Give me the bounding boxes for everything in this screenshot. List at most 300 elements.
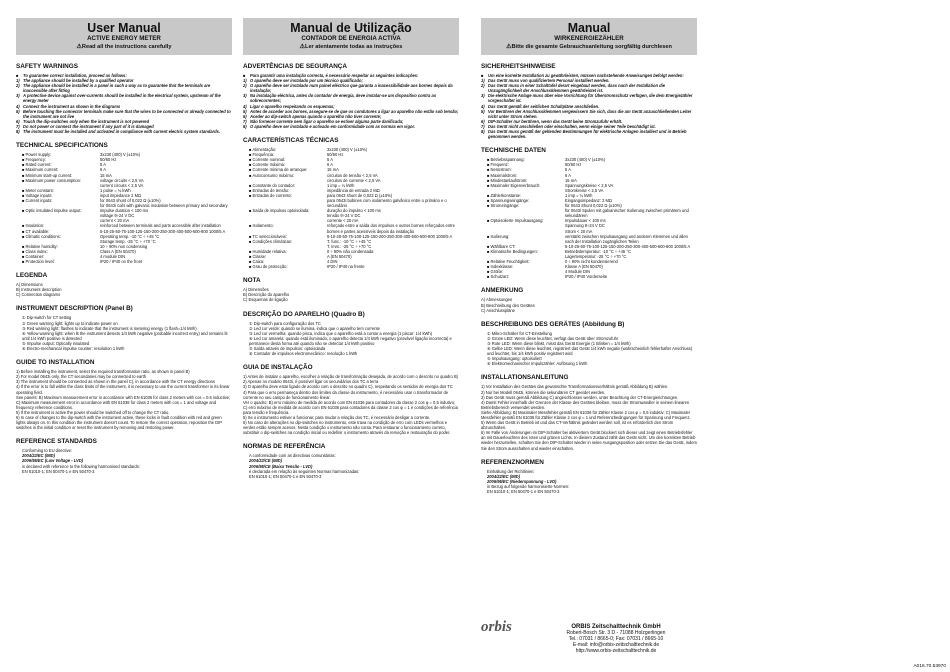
warning-icon: ⚠	[299, 44, 306, 50]
installation-list	[481, 384, 697, 450]
spec-label: ■ Constante do contador:	[243, 183, 327, 188]
spec-value: 3x230 (400) V (±10%)	[100, 152, 141, 158]
item-text: Na instalação eléctrica, antes do contador de energia, deve instalar-se um dispositivo contra as sobrecorrentes;	[250, 93, 437, 104]
description-item: ① Dip-switch for CT setting	[22, 315, 72, 321]
reference-line: 2004/22/EC (MID)	[487, 473, 520, 479]
legend-item: C) Esquemas de ligação	[243, 297, 288, 303]
description-item: ⑥ Contador de impulsos electromecânico: resolução 1 kWh	[249, 351, 358, 357]
reference-line: is declared with reference to the following harmonised standards:	[22, 463, 140, 469]
company-website[interactable]: http://www.orbis-zeitschalttechnik.de	[575, 648, 657, 654]
item-number: 7)	[243, 118, 247, 124]
safety-item	[16, 83, 232, 93]
item-number: 6)	[243, 113, 247, 119]
spec-label: ■ Klimatische Bedingungen:	[481, 249, 565, 259]
item-number: 2)	[243, 83, 247, 89]
item-text: O aparelho deve ser instalado num painel eléctrico que garanta a inacessibilidade aos bornes depois da instalação;	[250, 83, 453, 94]
spec-label: ■ Schutzart:	[481, 274, 565, 279]
item-text: Ligar o aparelho respeitando os esquemas;	[250, 103, 335, 109]
legend-item: B) Descrição do aparelho	[243, 292, 290, 298]
note-text: Read all the instructions carefully	[81, 44, 172, 50]
reference-list	[243, 453, 459, 478]
item-number: ■	[16, 73, 19, 78]
installation-step: 1) Vor Installation des Gerätes das gewünschte Transformationsverhältnis gemäß Abbildung B) wählen.	[481, 384, 669, 390]
spec-value: para 0643 shunt de 0,022 Ω (±10%) para 0643i bobines com isolamento galvânico entre o primário e o secundário	[327, 192, 447, 209]
installation-step: See panels: B) Maximum measurement error in accordance with EN 61036 for class 2 meters with cos = 0.5 inductive; C) Maximum measurement error in accordance with EN 61036 for class 2 meters with cos = 1 and voltage and frequency reference conditions.	[16, 394, 231, 410]
spec-row	[16, 198, 228, 208]
spec-row	[481, 218, 697, 233]
item-text: O aparelho deve ser instalado por um técnico qualificado;	[250, 78, 363, 84]
tech-specs-heading: TECHNISCHE DATEN	[481, 147, 546, 155]
specs-table	[243, 147, 459, 269]
safety-item	[16, 93, 232, 103]
company-name: ORBIS Zeitschalttechnik GmbH	[571, 624, 661, 630]
item-number: 3)	[243, 93, 247, 99]
description-item: ⑤ Saída através de impulsos: optoisolada	[249, 346, 326, 352]
safety-item	[481, 109, 697, 119]
installation-heading: GUIDE TO INSTALLATION	[16, 359, 95, 367]
item-text: Before touching the connector terminals make sure that the wires to be connected or already connected to the instrument are not live	[23, 108, 231, 119]
instrument-description-heading: INSTRUMENT DESCRIPTION (Panel B)	[16, 305, 133, 313]
reference-line: 2006/95/EC (Niederspannung - LVD)	[487, 478, 557, 484]
reference-line: in Bezug auf folgende harmonisierte Normen:	[487, 483, 570, 489]
spec-value: Class A (EN 50470)	[100, 248, 136, 254]
reference-line: Einhaltung der Richtlinien:	[487, 468, 535, 474]
column-portuguese	[243, 18, 459, 479]
company-phone: Tel.: 07031 / 8665-0; Fax: 07031 / 8665-10	[568, 636, 664, 642]
spec-row	[243, 193, 459, 208]
spec-label: ■ Optoisolierte Impulsausgang:	[481, 218, 565, 233]
spec-value: Impulsdauer < 100 ms Spannung 9÷24 V DC Strom < 20 mA	[565, 218, 606, 234]
spec-value: verstärkt zwischen Impulsausgang und anderen Klemmen und allen nach der Installation zugänglichen Teilen	[565, 233, 688, 244]
column-english	[16, 18, 232, 474]
instrument-description-heading: DESCRIÇÃO DO APARELHO (Quadro B)	[243, 310, 365, 318]
spec-label: ■ Maximum current:	[16, 167, 100, 172]
spec-label: ■ Autoconsumo máximo:	[243, 173, 327, 183]
reference-line: Conforming to EU directive:	[22, 448, 73, 454]
manual-title: Manual de Utilização	[290, 20, 412, 35]
reference-line: 2006/95/EC (Low Voltage - LVD)	[22, 458, 84, 464]
spec-value: 10 ÷ 90% non condensing	[100, 243, 148, 249]
item-text: A protective device against over-currents should be installed in the electrical system, upstream of the energy meter	[23, 93, 221, 104]
installation-step: 4) Para que o erro permaneça dentro dos limites da classe do instrumento, é necessário usar o transformador de corrente no seu campo de funcionamento linear.	[243, 389, 449, 400]
spec-value: IP20 / IP40 na frente	[327, 264, 365, 270]
description-item: ④ Gelbe LED: Wenn diese leuchtet, registriert das Gerät 1/4 kWh negativ (wahrscheinlich fehlerhafter Anschluss) und leuchtet, bis 1/4 kWh positiv registriert wird	[487, 346, 693, 357]
description-item: ④ Led cor amarela: quando está iluminado, o aparelho detecta 1/4 kWh negativo (provável ligação incorrecta) e permanece desta forma até quando não se detectar 1/4 kWh positivo	[249, 335, 452, 346]
read-instructions-note	[18, 43, 230, 51]
read-instructions-note	[483, 43, 695, 51]
spec-label: ■ Zählerkonstante:	[481, 193, 565, 198]
item-number: 5)	[481, 108, 485, 114]
spec-label: ■ Nennstrom:	[481, 167, 565, 172]
installation-step: 5) Se o instrumento estiver a funcionar, para mudar a relação dos TC, é necessário desligar a corrente.	[243, 414, 431, 420]
safety-item	[243, 93, 459, 103]
reference-line: EN 61010-1; EN 50470-1 e EN 50470-3	[249, 473, 322, 479]
spec-row	[243, 239, 459, 249]
spec-label: ■ CT available:	[16, 229, 100, 234]
spec-value: 5 A	[565, 167, 571, 173]
safety-item	[481, 93, 697, 103]
spec-label: ■ Minimum start-up current:	[16, 173, 100, 178]
spec-row	[481, 274, 697, 279]
spec-label: ■ Classe:	[243, 254, 327, 259]
description-item: ③ Red warning light: flashes to indicate that the instrument is metering energy (1 flash=1/4 kWh)	[22, 325, 197, 331]
item-number: ■	[243, 73, 246, 78]
description-item: ⑥ Electro-mechanical impulse counter: resolution 1 kWh	[22, 346, 125, 352]
legend-heading: LEGENDA	[16, 272, 48, 280]
installation-step: 5) If the instrument is active the power should be switched off to change the CT ratio.	[16, 409, 170, 415]
installation-list	[16, 369, 232, 430]
spec-value: 5 A	[100, 162, 106, 168]
legend-item: B) Instrument description	[16, 287, 62, 293]
item-text: O aparelho deve ser instalado e activado em conformidade com as normas em vigor.	[250, 123, 415, 129]
item-text: Vor Berühren der Anschlussklemmen vergewissern Sie sich, dass die am Gerät anzuschließenden Leiter nicht unter Strom stehen.	[488, 108, 692, 119]
spec-row	[16, 259, 228, 264]
specs-table	[481, 157, 697, 279]
spec-row	[243, 264, 459, 269]
safety-list	[481, 73, 697, 139]
safety-list	[16, 73, 232, 134]
spec-label: ■ Frequenz:	[481, 162, 565, 167]
description-item: ① Dip-switch para configuração dos TC	[249, 320, 321, 326]
spec-label: ■ Voltage inputs:	[16, 193, 100, 198]
spec-label: ■ Caixa:	[243, 259, 327, 264]
spec-value: impulse duration < 100 ms voltage 9÷24 V DC current < 20 mA	[100, 208, 149, 224]
safety-item	[243, 83, 459, 93]
item-number: ■	[481, 73, 484, 78]
item-text: The appliance should be installed by a qualified operator	[23, 78, 134, 84]
spec-row	[481, 183, 697, 193]
tech-specs-heading: TECHNICAL SPECIFICATIONS	[16, 142, 108, 150]
item-number: 2)	[481, 83, 485, 89]
item-text: To guarantee correct installation, proceed as follows:	[23, 73, 127, 78]
item-text: Do not power or connect the instrument if any part of it is damaged	[23, 123, 154, 129]
description-item: ④ Yellow warning light: when lit the instrument detects 1/4 kWh negative (probable incorrect entry) and remains lit until 1/4 kWh positive is detected	[22, 330, 228, 341]
reference-list	[481, 469, 697, 494]
spec-label: ■ Container:	[16, 254, 100, 259]
spec-label: ■ Climatic conditions:	[16, 234, 100, 244]
legend-list	[243, 287, 459, 302]
legend-item: C) Anschlusspläne	[481, 307, 515, 313]
spec-label: ■ Stromeingänge:	[481, 203, 565, 218]
document-code: A016.70.53970	[913, 664, 946, 669]
legend-item: A) Dimensions	[16, 282, 43, 288]
item-number: 5)	[243, 108, 247, 114]
reference-heading: REFERENCE STANDARDS	[16, 438, 97, 446]
instrument-description-list	[243, 321, 459, 357]
spec-label: ■ Relative Feuchtigkeit:	[481, 259, 565, 264]
item-number: 7)	[481, 123, 485, 129]
spec-label: ■ Frequency:	[16, 157, 100, 162]
manual-subtitle: ACTIVE ENERGY METER	[87, 35, 161, 42]
item-number: 2)	[16, 83, 20, 89]
spec-label: ■ Current inputs:	[16, 198, 100, 208]
description-item: ② Led cor verde: quando se ilumina, indica que o aparelho tem corrente	[249, 325, 380, 331]
column-header	[481, 18, 697, 55]
item-text: Das Gerät nicht anschließen oder einschalten, wenn einige seiner Teile beschädigt ist.	[488, 123, 656, 129]
spec-value: voltage circuits < 2,5 VA current circuits < 2,5 VA	[100, 177, 144, 188]
spec-label: ■ Indexklasse:	[481, 264, 565, 269]
installation-heading: GUIA DE INSTALAÇÃO	[243, 364, 313, 372]
warning-icon: ⚠	[506, 44, 512, 50]
spec-value: Operating temp. -10 °C ÷ +45 °C Storage temp. -25 °C ÷ +70 °C	[100, 233, 160, 244]
specs-table	[16, 152, 228, 264]
safety-item	[16, 109, 232, 119]
item-text: Um eine korrekte Installation zu gewährleisten, müssen nachstehende Anweisungen befolgt werden:	[488, 73, 684, 78]
reference-heading: NORMAS DE REFERÊNCIA	[243, 443, 326, 451]
installation-heading: INSTALLATIONSANLEITUNG	[481, 374, 569, 382]
spec-row	[243, 234, 459, 239]
item-number: 3)	[481, 93, 485, 99]
manual-subtitle: WIRKENERGIEZÄHLER	[554, 35, 624, 42]
reference-line: 2004/22/EC (MID)	[22, 453, 55, 459]
item-number: 4)	[16, 103, 20, 109]
safety-item	[481, 83, 697, 93]
description-item: ② Grüne LED: Wenn diese leuchtet, verfügt das Gerät über Stromzufuhr	[487, 335, 619, 341]
installation-list	[243, 374, 459, 435]
item-text: DIP-Schalter nur berühren, wenn das Gerät keine Stromzufuhr erhält.	[488, 118, 623, 124]
spec-label: ■ Entradas de corrente:	[243, 193, 327, 208]
installation-step: 2) For model 0643i only, the CT secondaries may be connected to earth	[16, 374, 147, 380]
spec-value: 4 DIN	[327, 259, 338, 265]
spec-label: ■ Spannungseingänge:	[481, 198, 565, 203]
spec-label: ■ Größe:	[481, 269, 565, 274]
reference-line: 2006/95/CE (Baixa Tensão - LVD)	[249, 463, 313, 469]
description-item: ⑤ Impulsausgang: optoisoliert	[487, 356, 542, 362]
safety-item	[16, 129, 232, 134]
spec-value: 4 module DIN	[100, 254, 126, 259]
legend-item: B) Beschreibung des Gerätes	[481, 302, 535, 308]
spec-row	[243, 173, 459, 183]
reference-line: EN 61010-1; EN 50470-1 e EN 50470-3	[22, 468, 95, 474]
company-address: Robert-Bosch Str. 3 D - 71088 Holzgerlingen	[566, 630, 666, 636]
spec-value: impedância de entrada 2 MΩ	[327, 187, 380, 193]
spec-value: 50/60 Hz	[565, 162, 582, 168]
description-item: ② Green warning light: lights up to indicate power on	[22, 320, 118, 326]
installation-step: 6) In case of changes to the dip-switch with the instrument active, these locks in fault condition with red and green lights always on. In this condition the instrument doesn't count. To restore the correct operation, reposition the DIP switches in the initial condition or reset the instrument by removing and restoring power.	[16, 414, 222, 431]
spec-label: ■ Protection level:	[16, 259, 100, 264]
item-text: The instrument must be installed and activated in compliance with current electric system standards.	[23, 129, 221, 135]
spec-value: reforçado entre a saída dos impulsos e outros bornes reforçados entre bornes e partes acessíveis depois da instalação	[327, 223, 455, 234]
item-number: 8)	[16, 129, 20, 135]
spec-label: ■ Wählbare CT:	[481, 244, 565, 249]
item-text: Não fornecer corrente nem ligar o aparelho se estiver alguma parte danificada;	[250, 118, 404, 124]
column-header	[16, 18, 232, 55]
spec-row	[481, 203, 697, 218]
spec-label: ■ Power supply:	[16, 152, 100, 157]
note-text: Bitte die gesamte Gebrauchsanleitung sorgfältig durchlesen	[511, 44, 672, 50]
spec-value: 5-10-25-50-75-100-125-150-200-250-300-400-500-600-800 1000/5 A	[565, 243, 691, 249]
spec-label: ■ Relative humidity:	[16, 244, 100, 249]
manual-subtitle: CONTADOR DE ENERGIA ACTIVA	[301, 35, 401, 42]
installation-step: 1) Before installing the instrument, select the required transformation ratio, as shown in panel B)	[16, 369, 190, 375]
spec-label: ■ Frequência:	[243, 152, 327, 157]
spec-value: 4 Module DIN	[565, 269, 591, 275]
item-number: 6)	[481, 118, 485, 124]
spec-label: ■ TC seleccionáveis:	[243, 234, 327, 239]
item-number: 1)	[481, 78, 485, 84]
spec-label: ■ Insulation:	[16, 223, 100, 228]
spec-value: 50/60 Hz	[100, 157, 117, 163]
spec-label: ■ Condições climáticas:	[243, 239, 327, 249]
spec-value: duração do impulso < 100 ms tensão 9÷24 V DC corrente < 20 mA	[327, 208, 381, 224]
spec-row	[16, 208, 228, 223]
spec-label: ■ Betriebsspannung:	[481, 157, 565, 162]
item-number: 4)	[481, 103, 485, 109]
spec-value: A (EN 50470)	[327, 254, 352, 259]
legend-list	[481, 297, 697, 312]
read-instructions-note	[245, 43, 457, 51]
spec-value: 0 ÷ 90% nicht kondensierend	[565, 259, 618, 265]
spec-label: ■ Corrente máxima:	[243, 162, 327, 167]
legend-list	[16, 282, 232, 297]
spec-label: ■ Grau de protecção:	[243, 264, 327, 269]
spec-row	[16, 229, 228, 234]
warning-icon: ⚠	[76, 44, 82, 50]
legend-heading: NOTA	[243, 277, 261, 285]
spec-value: T. func.: -10 °C ÷ +45 °C T. imm.: -25 °C ÷ +70 °C	[327, 238, 372, 249]
reference-line: 2004/22/CE (MID)	[249, 458, 282, 464]
reference-line: é declarada em relação às seguintes Normas harmonizadas:	[249, 468, 360, 474]
item-text: The appliance should be installed in a panel in such a way as to guarantee that the terminals are inaccessible after fitting	[23, 83, 211, 94]
item-text: Das Gerät muss gemäß der geltenden Bestimmungen für elektrische Anlagen installiert und in Betrieb genommen werden.	[488, 129, 687, 140]
orbis-logo: orbis	[481, 619, 512, 635]
spec-value: 5 A	[327, 157, 333, 163]
note-text: Ler atentamente todas as instruções	[305, 44, 403, 50]
reference-list	[16, 448, 232, 473]
manual-title: Manual	[567, 20, 611, 35]
spec-value: für 0643 Shunt 0,022 Ω (±10%) für 0643i Spulen mit galvanischer Isolierung zwischen primärem und sekundärem	[565, 203, 689, 219]
description-item: ⑤ Impulse output: Optically insulated	[22, 340, 90, 346]
spec-label: ■ Entradas de tensão:	[243, 188, 327, 193]
item-text: Antes de acceder aos bornes, assegure-se de que os condutores a ligar ao aparelho não estão sob tensão;	[250, 108, 459, 114]
spec-value: 1 pulse = ¼ kWh	[100, 187, 131, 193]
spec-row	[481, 249, 697, 259]
spec-value: input impedance 2 MΩ	[100, 192, 142, 198]
company-email: E-mail: info@orbis-zeitschalttechnik.de	[572, 642, 660, 648]
spec-label: ■ Mindestanlaufstrom:	[481, 178, 565, 183]
item-number: 7)	[16, 123, 20, 129]
spec-label: ■ Corrente nominal:	[243, 157, 327, 162]
spec-value: for 0643 shunt of 0,022 Ω (±10%) for 0643i coils with galvanic insulation between primary and secondary	[100, 197, 228, 209]
safety-heading: SICHERHEITSHINWEISE	[481, 63, 556, 70]
spec-value: 0 ÷ 90% não condensada	[327, 248, 374, 254]
column-german	[481, 18, 697, 494]
column-header	[243, 18, 459, 55]
installation-step: 3) Das Gerät muss gemäß Abbildung C) angeschlossen werden, unter Beachtung der CT-Energierichtungen.	[481, 394, 679, 400]
legend-item: A) Dimensões	[243, 287, 269, 293]
spec-value: 6 A	[327, 162, 333, 168]
installation-step: 6) Im Falle von Änderungen im DIP-Schalter bei aktiviertem Gerät blockiert sich dieser und zeigt einen Betriebsfehler an mit Dauerleuchten des roten und grünen Lichts. In diesem Zustand zählt das Gerät nicht. Um den korrekten Betrieb wieder herzustellen, schalten Sie den DIP-Schalter wieder in seine Ausgangsposition oder setzen Sie das Gerät, indem Sie den Strom ausschalten und wieder einschalten.	[481, 430, 697, 451]
instrument-description-list	[16, 315, 232, 351]
spec-value: 6 A	[565, 172, 571, 178]
spec-label: ■ Rated current:	[16, 162, 100, 167]
description-item: ⑥ Elektromechanischer Impulszähler: Auflösung 1 kWh	[487, 361, 588, 367]
reference-line: EN 61010-1; EN 50470-1 e EN 50470-3	[487, 489, 560, 494]
installation-step: 3) The instrument should be connected as shown in the panel C), in accordance with the CT energy directions	[16, 379, 215, 385]
spec-value: Eingangsimpedanz: 2 MΩ	[565, 197, 612, 203]
installation-step: 2) Apenas no modelo 0643i, é possível ligar os secundários dos TC a terra	[243, 379, 379, 385]
safety-item	[243, 124, 459, 129]
spec-value: 50/60 Hz	[327, 152, 344, 158]
spec-row	[243, 208, 459, 223]
spec-value: 1 imp = ¼ kWh	[565, 192, 593, 198]
item-number: 8)	[243, 123, 247, 129]
spec-row	[16, 178, 228, 188]
spec-value: Betriebstemperatur: -10 °C ÷ +45 °C Lagertemperatur: -25 °C ÷ +70 °C	[565, 248, 631, 259]
spec-value: 15 mA	[565, 177, 577, 183]
manual-title: User Manual	[87, 20, 161, 35]
item-number: 1)	[16, 78, 20, 84]
spec-value: 3x230 (400) V (±10%)	[327, 147, 368, 153]
installation-step: 4) Damit Fehler innerhalb der Grenzen der Klasse des Gerätes bleiben, muss der Stromwandler in seinem linearen Betriebsbereich verwendet werden.	[481, 399, 690, 410]
installation-step: Siehe Abbildung: B) Maximaler Messfehler gemäß EN 61036 für Zähler Klasse 2 cos φ = 0,5 induktiv; C) Maximaler Messfehler gemäß EN 61036 für Zähler Klasse 2 cos φ = 1 und Referenzbedingungen für Spannung und Frequenz.	[481, 409, 691, 420]
spec-value: 5-10-25-50-75-100-125-150-200-250-300-400-500-600-800 1000/5 A	[327, 233, 453, 239]
safety-list	[243, 73, 459, 129]
safety-item	[481, 129, 697, 139]
item-number: 5)	[16, 108, 20, 114]
spec-label: ■ Saída de impulsos optoisolada:	[243, 208, 327, 223]
spec-label: ■ Alimentação:	[243, 147, 327, 152]
spec-value: circuitos de tensão < 2,5 VA circuitos de corrente < 2,5 VA	[327, 172, 381, 183]
item-text: Die elektrische Anlage muss über eine Vorrichtung für Überstromschutz verfügen, die dem Energiezähler vorgeschaltet ist.	[488, 93, 693, 104]
legend-heading: ANMERKUNG	[481, 287, 524, 295]
spec-label: ■ Optic insulated impulse output:	[16, 208, 100, 223]
item-text: Das Gerät muss von qualifiziertem Personal installiert werden.	[488, 78, 610, 84]
reference-heading: REFERENZNORMEN	[481, 458, 544, 466]
spec-label: ■ Class index:	[16, 249, 100, 254]
spec-row	[16, 234, 228, 244]
spec-label: ■ Maximum power consumption:	[16, 178, 100, 188]
legend-item: C) Connection diagrams	[16, 292, 61, 298]
item-number: 8)	[481, 129, 485, 135]
item-number: 6)	[16, 118, 20, 124]
spec-label: ■ Corrente mínima de arranque:	[243, 167, 327, 172]
installation-step: Ver o quadro: B) erro máximo de medida de acordo com EN 61036 para contadores da classe 2 cos φ = 0,5 indutivo; C) erro máximo de medida de acordo com EN 61036 para contadores da classe 2 cos φ = 1 e condições de referência para tensão e frequência.	[243, 399, 458, 415]
spec-row	[243, 223, 459, 233]
instrument-description-list	[481, 331, 697, 367]
description-item: ③ Rote LED: Wenn diese blinkt, misst das Gerät Energie (1 Blinken = 1/4 kWh)	[487, 340, 631, 346]
installation-step: 4) If the error is to fall within the class limits of the instrument, it is necessary to use the current transformer in its linear operating field.	[16, 384, 230, 395]
spec-value: 6 A	[100, 167, 106, 173]
tech-specs-heading: CARACTERÍSTICAS TÉCNICAS	[243, 137, 339, 145]
spec-label: ■ Humidade relativa:	[243, 249, 327, 254]
spec-row	[481, 234, 697, 244]
installation-step: 3) O aparelho deve estar ligado de acordo com o descrito no quadro C), respeitando os sentidos de energia dos TC	[243, 384, 453, 390]
safety-heading: ADVERTÊNCIAS DE SEGURANÇA	[243, 63, 348, 70]
spec-value: IP20 / IP40 Vorderseite	[565, 274, 608, 280]
item-number: 1)	[243, 78, 247, 84]
spec-value: 15 mA	[100, 172, 112, 178]
item-number: 3)	[16, 93, 20, 99]
item-text: Das Gerät gemäß der seitlichen Schaltpläne anschließen.	[488, 103, 600, 109]
spec-label: ■ Maximaler Eigenverbrauch:	[481, 183, 565, 193]
item-text: Das Gerät muss in einer Schalttafel derart eingebaut werden, dass nach der Installation die Unzugänglichkeit der Anschlussklemmen gewährleistet ist.	[488, 83, 665, 94]
reference-line: A conformidade com as directivas comunitárias:	[249, 453, 336, 459]
spec-label: ■ Meter constant:	[16, 188, 100, 193]
item-text: Aceder ao dip-switch apenas quando o aparelho não tiver corrente;	[250, 113, 382, 119]
description-item: ③ Led cor vermelha: quando pisca, indica que o aparelho está a contar a energia (1 piscar: 1/4 kWh)	[249, 330, 432, 336]
item-text: Para garantir uma instalação correcta, é necessário respeitar as seguintes indicações:	[250, 73, 419, 78]
description-item: ① Mikro-Schalter für CT-Einstellung	[487, 330, 552, 336]
spec-value: IP20 / IP40 on the front	[100, 259, 143, 265]
item-text: Touch the dip-switches only when the instrument is not powered	[23, 118, 150, 124]
spec-label: ■ Isolierung:	[481, 234, 565, 244]
spec-value: 15 mA	[327, 167, 339, 173]
spec-label: ■ Maximalstrom:	[481, 173, 565, 178]
safety-heading: SAFETY WARNINGS	[16, 63, 79, 70]
instrument-description-heading: BESCHREIBUNG DES GERÄTES (Abbildung B)	[481, 320, 625, 328]
spec-label: ■ Isolamento:	[243, 223, 327, 233]
